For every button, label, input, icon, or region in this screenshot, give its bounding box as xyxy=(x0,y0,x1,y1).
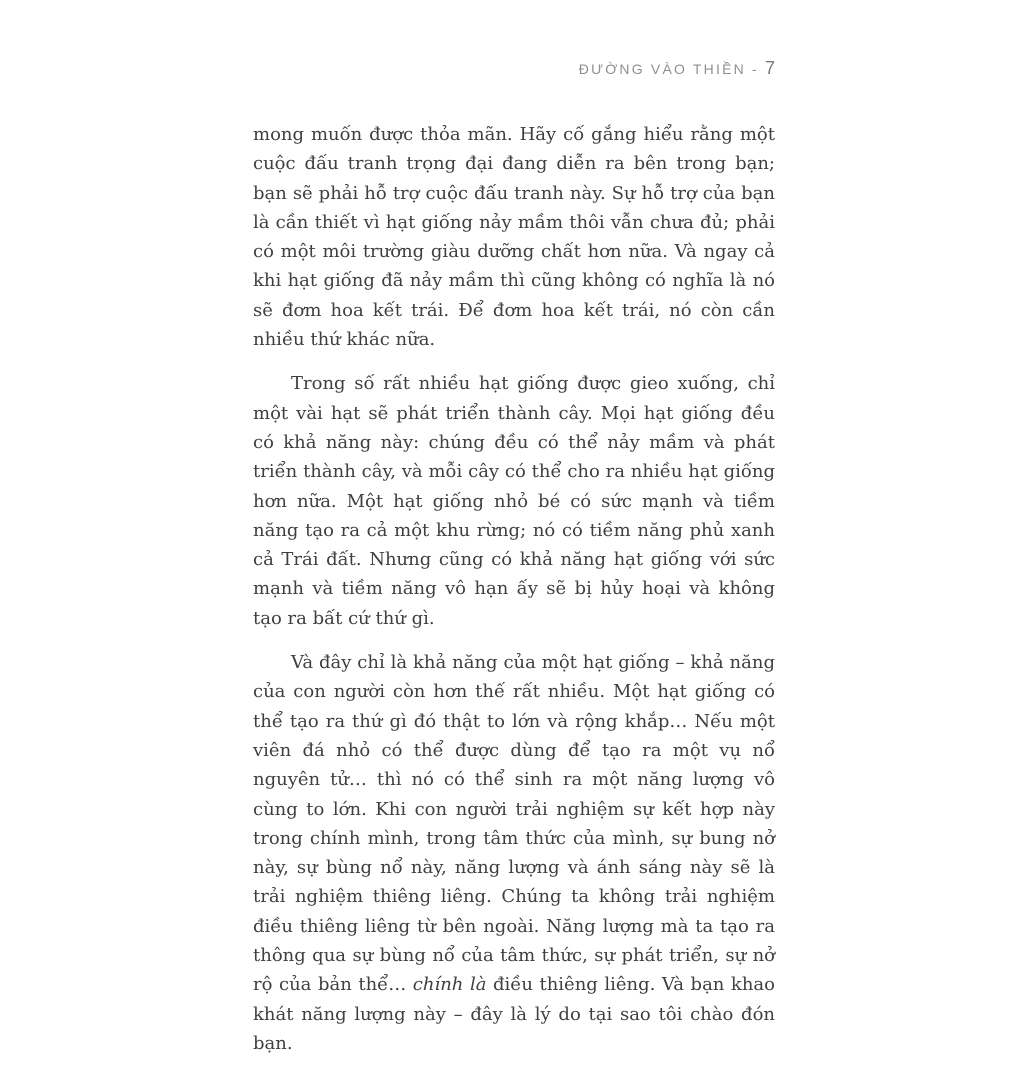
paragraph xyxy=(253,369,775,633)
page-body xyxy=(253,120,775,1073)
body-text-segment: mong muốn được thỏa mãn. Hãy cố gắng hiểu rằng một cuộc đấu tranh trọng đại đang diễn ra bên trong bạn; bạn sẽ phải hỗ trợ cuộc đấu tranh này. Sự hỗ trợ của bạn là cần thiết vì hạt giống nảy mầm thôi vẫn chưa đủ; phải có một môi trường giàu dưỡng chất hơn nữa. Và ngay cả khi hạt giống đã nảy mầm thì cũng không có nghĩa là nó sẽ đơm hoa kết trái. Để đơm hoa kết trái, nó còn cần nhiều thứ khác nữa. xyxy=(253,124,775,351)
body-text-segment: Trong số rất nhiều hạt giống được gieo xuống, chỉ một vài hạt sẽ phát triển thành cây. Mọi hạt giống đều có khả năng này: chúng đều có thể nảy mầm và phát triển thành cây, và mỗi cây có thể cho ra nhiều hạt giống hơn nữa. Một hạt giống nhỏ bé có sức mạnh và tiềm năng tạo ra cả một khu rừng; nó có tiềm năng phủ xanh cả Trái đất. Nhưng cũng có khả năng hạt giống với sức mạnh và tiềm năng vô hạn ấy sẽ bị hủy hoại và không tạo ra bất cứ thứ gì. xyxy=(253,373,775,629)
italic-text: chính là xyxy=(412,974,487,996)
body-text-segment: điều thiêng liêng. Và bạn khao khát năng lượng này – đây là lý do tại sao tôi chào đón bạn. xyxy=(253,974,776,1054)
paragraph xyxy=(253,120,775,354)
running-title: ĐƯỜNG VÀO THIỀN xyxy=(578,61,746,77)
paragraph xyxy=(253,648,775,1058)
page-number: 7 xyxy=(764,58,775,78)
body-text-segment: Và đây chỉ là khả năng của một hạt giống – khả năng của con người còn hơn thế rất nhiều. Một hạt giống có thể tạo ra thứ gì đó thật to lớn và rộng khắp… Nếu một viên đá nhỏ có thể được dùng để tạo ra một vụ nổ nguyên tử… thì nó có thể sinh ra một năng lượng vô cùng to lớn. Khi con người trải nghiệm sự kết hợp này trong chính mình, trong tâm thức của mình, sự bung nở này, sự bùng nổ này, năng lượng và ánh sáng này sẽ là trải nghiệm thiêng liêng. Chúng ta không trải nghiệm điều thiêng liêng từ bên ngoài. Năng lượng mà ta tạo ra thông qua sự bùng nổ của tâm thức, sự phát triển, sự nở rộ của bản thể… xyxy=(253,652,775,996)
running-header xyxy=(579,58,775,79)
header-separator: - xyxy=(745,61,765,77)
